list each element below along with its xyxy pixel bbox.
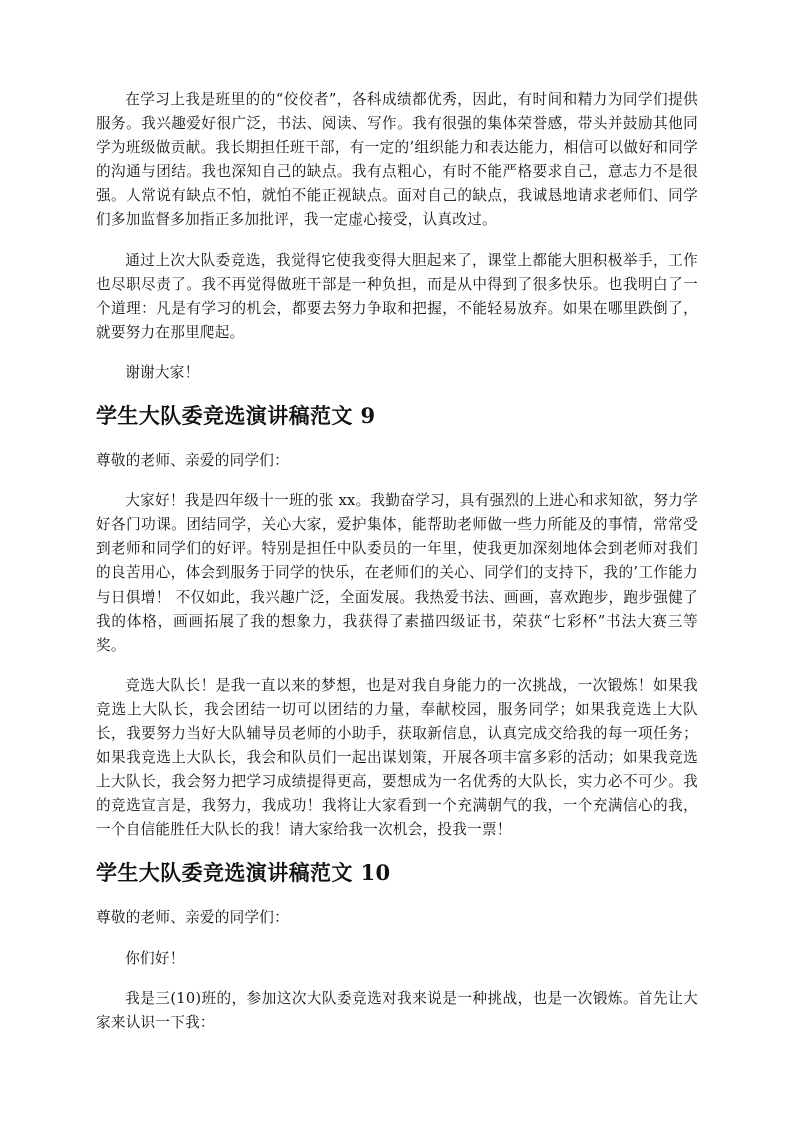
paragraph: 竞选大队长！是我一直以来的梦想，也是对我自身能力的一次挑战，一次锻炼！如果我竞选上大队长，我会团结一切可以团结的力量，奉献校园，服务同学；如果我竞选上大队长，我要努力当好大队辅导员老师的小助手，获取新信息，认真完成交给我的每一项任务；如果我竞选上大队长，我会和队员们一起出谋划策，开展各项丰富多彩的活动；如果我竞选上大队长，我会努力把学习成绩提得更高，要想成为一名优秀的大队长，实力必不可少。我的竞选宣言是，我努力，我成功！我将让大家看到一个充满朝气的我，一个充满信心的我，一个自信能胜任大队长的我！请大家给我一次机会，投我一票！ [96,676,698,839]
document-page [96,88,698,1051]
greeting: 尊敬的老师、亲爱的同学们： [96,909,289,927]
paragraph: 我是三(10)班的，参加这次大队委竞选对我来说是一种挑战，也是一次锻炼。首先让大家来认识一下我： [96,989,698,1031]
paragraph: 通过上次大队委竞选，我觉得它使我变得大胆起来了，课堂上都能大胆积极举手，工作也尽职尽责了。我不再觉得做班干部是一种负担，而是从中得到了很多快乐。也我明白了一个道理：凡是有学习的机会，都要去努力争取和把握，不能轻易放弃。如果在哪里跌倒了，就要努力在那里爬起。 [96,251,698,341]
section-heading-9: 学生大队委竞选演讲稿范文 9 [96,403,376,429]
paragraph: 大家好！我是四年级十一班的张 xx。我勤奋学习，具有强烈的上进心和求知欲，努力学好各门功课。团结同学，关心大家，爱护集体，能帮助老师做一些力所能及的事情，常常受到老师和同学们的好评。特别是担任中队委员的一年里，使我更加深刻地体会到老师对我们的良苦用心，体会到服务于同学的快乐，在老师们的关心、同学们的支持下，我的’工作能力与日俱增！ 不仅如此，我兴趣广泛，全面发展。我热爱书法、画画，喜欢跑步，跑步强健了我的体格，画画拓展了我的想象力，我获得了素描四级证书，荣获“七彩杯”书法大赛三等奖。 [96,492,698,654]
greeting: 尊敬的老师、亲爱的同学们： [96,452,289,470]
paragraph: 在学习上我是班里的的“佼佼者”，各科成绩都优秀，因此，有时间和精力为同学们提供服务。我兴趣爱好很广泛，书法、阅读、写作。我有很强的集体荣誉感，带头并鼓励其他同学为班级做贡献。我长期担任班干部，有一定的’组织能力和表达能力，相信可以做好和同学的沟通与团结。我也深知自己的缺点。我有点粗心，有时不能严格要求自己，意志力不是很强。人常说有缺点不怕，就怕不能正视缺点。面对自己的缺点，我诚恳地请求老师们、同学们多加监督多加指正多加批评，我一定虚心接受，认真改过。 [96,91,698,229]
paragraph: 你们好！ [125,949,185,967]
closing-thanks: 谢谢大家！ [125,363,200,381]
section-heading-10: 学生大队委竞选演讲稿范文 10 [96,860,391,886]
